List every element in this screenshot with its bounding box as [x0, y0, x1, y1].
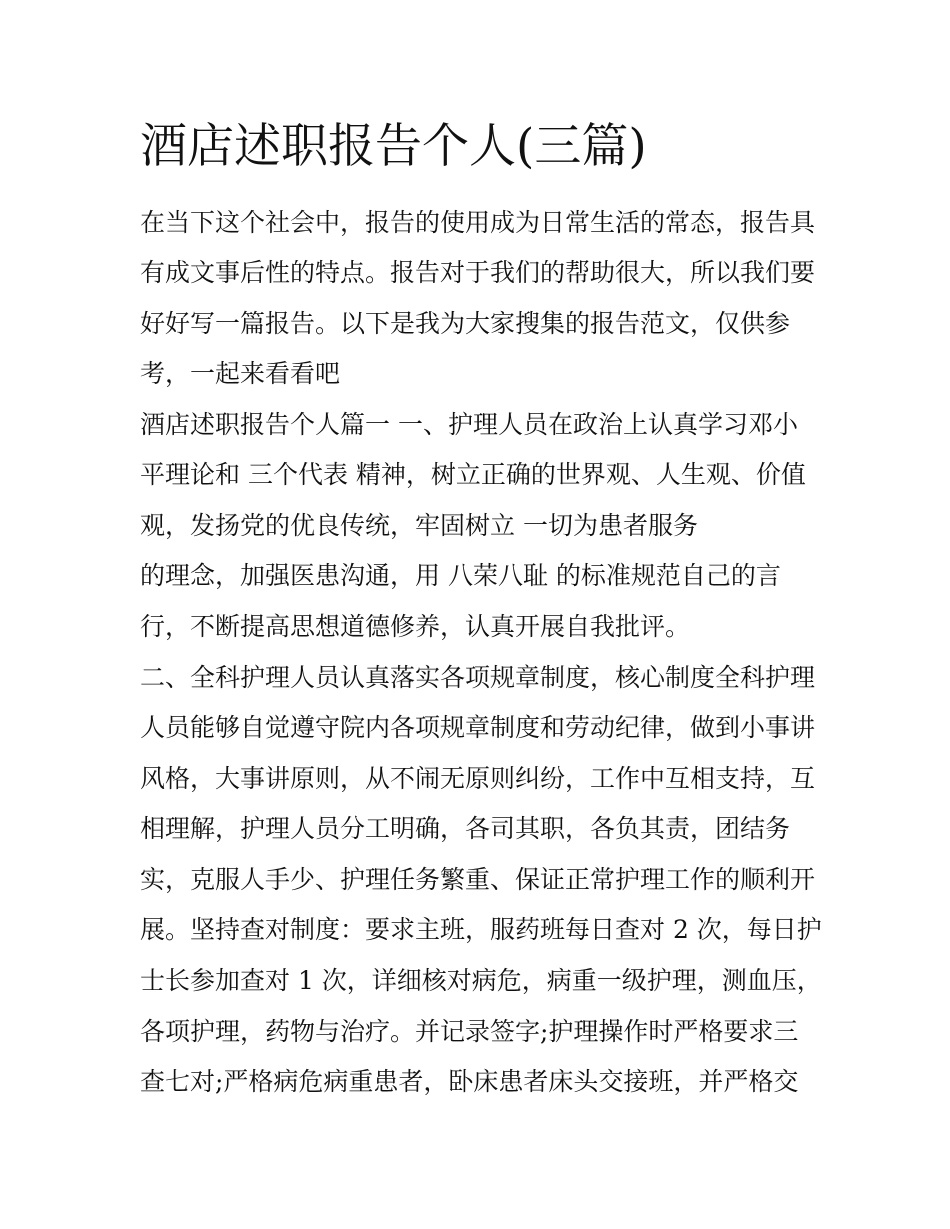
body-line-4: 考，一起来看看吧 [140, 359, 341, 388]
body-line-18: 查七对;严格病危病重患者，卧床患者床头交接班，并严格交 [140, 1067, 799, 1096]
body-line-7: 观，发扬党的优良传统，牢固树立 一切为患者服务 [140, 511, 698, 540]
body-line-15: 展。坚持查对制度：要求主班，服药班每日查对 2 次，每日护 [140, 915, 822, 944]
body-line-2: 有成文事后性的特点。报告对于我们的帮助很大，所以我们要 [140, 258, 816, 287]
document-title: 酒店述职报告个人(三篇) [140, 119, 647, 174]
body-line-5: 酒店述职报告个人篇一 一、护理人员在政治上认真学习邓小 [140, 410, 798, 439]
body-line-9: 行，不断提高思想道德修养，认真开展自我批评。 [140, 612, 691, 641]
body-line-8: 的理念，加强医患沟通，用 八荣八耻 的标准规范自己的言 [140, 561, 781, 590]
body-line-12: 风格，大事讲原则，从不闹无原则纠纷，工作中互相支持，互 [140, 764, 816, 793]
body-line-6: 平理论和 三个代表 精神，树立正确的世界观、人生观、价值 [140, 460, 806, 489]
body-line-17: 各项护理，药物与治疗。并记录签字;护理操作时严格要求三 [140, 1017, 799, 1046]
body-line-13: 相理解，护理人员分工明确，各司其职，各负其责，团结务 [140, 814, 791, 843]
body-line-10: 二、全科护理人员认真落实各项规章制度，核心制度全科护理 [140, 663, 816, 692]
body-line-3: 好好写一篇报告。以下是我为大家搜集的报告范文，仅供参 [140, 309, 791, 338]
body-line-14: 实，克服人手少、护理任务繁重、保证正常护理工作的顺利开 [140, 865, 816, 894]
body-line-1: 在当下这个社会中，报告的使用成为日常生活的常态，报告具 [140, 208, 816, 237]
body-line-11: 人员能够自觉遵守院内各项规章制度和劳动纪律，做到小事讲 [140, 713, 816, 742]
body-line-16: 士长参加查对 1 次，详细核对病危，病重一级护理，测血压， [140, 966, 822, 995]
